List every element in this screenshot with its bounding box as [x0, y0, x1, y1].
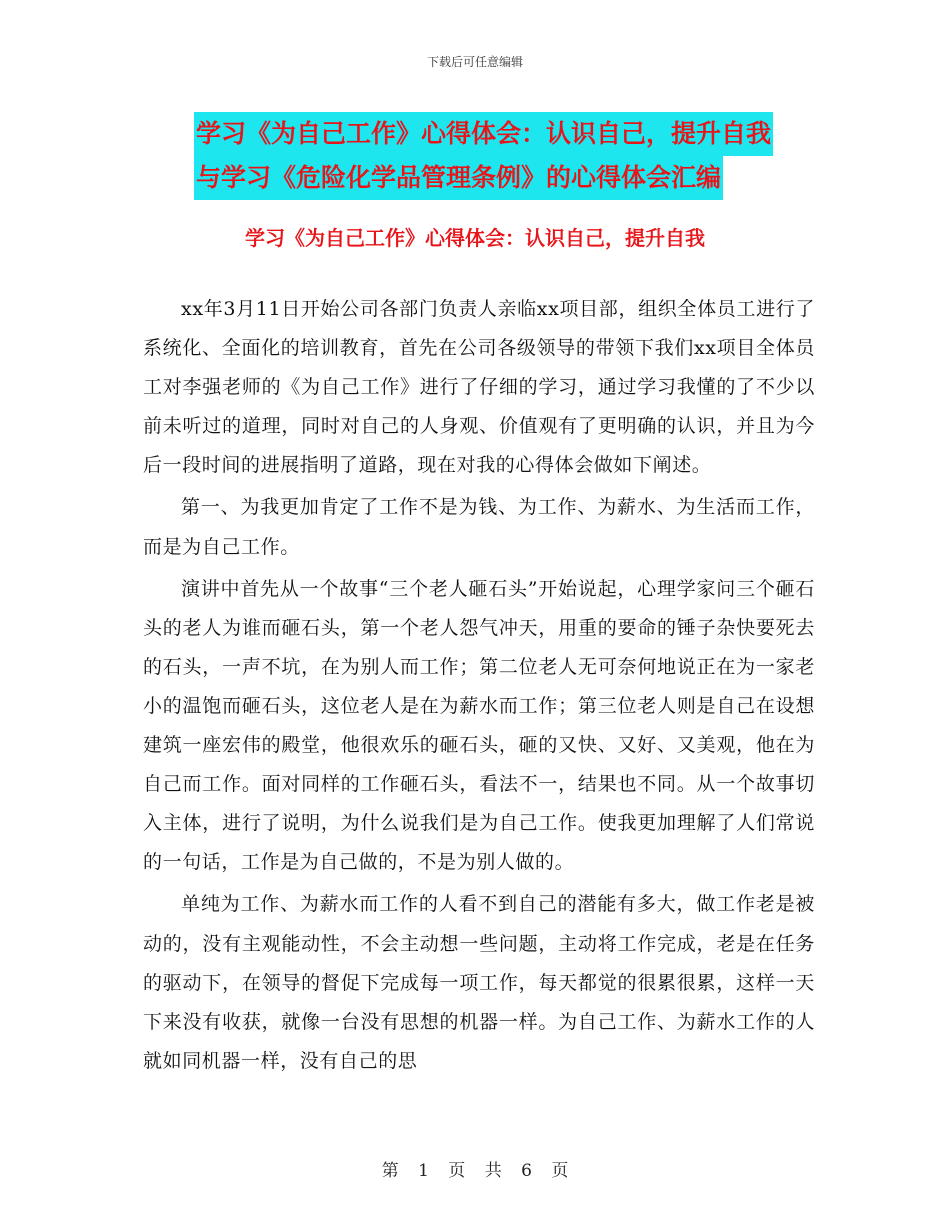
footer-page-unit: 页 — [448, 1161, 466, 1181]
footer-suffix: 页 — [551, 1161, 569, 1181]
document-title — [194, 112, 814, 200]
header-note: 下载后可任意编辑 — [426, 55, 523, 69]
section-title: 学习《为自己工作》心得体会：认识自己，提升自我 — [245, 226, 705, 250]
document-title-line-2: 与学习《危险化学品管理条例》的心得体会汇编 — [194, 156, 723, 200]
footer-prefix: 第 — [381, 1161, 399, 1181]
paragraph: 单纯为工作、为薪水而工作的人看不到自己的潜能有多大，做工作老是被动的，没有主观能动性，不会主动想一些问题，主动将工作完成，老是在任务的驱动下，在领导的督促下完成每一项工作，每天都觉的很累很累，这样一天下来没有收获，就像一台没有思想的机器一样。为自己工作、为薪水工作的人就如同机器一样，没有自己的思 — [143, 893, 815, 1072]
footer-page-number: 1 — [418, 1161, 429, 1181]
footer-total-label: 共 — [484, 1161, 502, 1181]
footer-total-pages: 6 — [521, 1161, 532, 1181]
paragraph: xx年3月11日开始公司各部门负责人亲临xx项目部，组织全体员工进行了系统化、全面化的培训教育，首先在公司各级领导的带领下我们xx项目全体员工对李强老师的《为自己工作》进行了仔细的学习，通过学习我懂的了不少以前未听过的道理，同时对自己的人身观、价值观有了更明确的认识，并且为今后一段时间的进展指明了道路，现在对我的心得体会做如下阐述。 — [143, 298, 815, 477]
paragraph: 第一、为我更加肯定了工作不是为钱、为工作、为薪水、为生活而工作，而是为自己工作。 — [143, 496, 815, 558]
page-footer — [0, 1156, 950, 1181]
paragraph: 演讲中首先从一个故事“三个老人砸石头”开始说起，心理学家问三个砸石头的老人为谁而砸石头，第一个老人怨气冲天，用重的要命的锤子杂快要死去的石头，一声不坑，在为别人而工作；第二位老人无可奈何地说正在为一家老小的温饱而砸石头，这位老人是在为薪水而工作；第三位老人则是自己在设想建筑一座宏伟的殿堂，他很欢乐的砸石头，砸的又快、又好、又美观，他在为自己而工作。面对同样的工作砸石头，看法不一，结果也不同。从一个故事切入主体，进行了说明，为什么说我们是为自己工作。使我更加理解了人们常说的一句话，工作是为自己做的，不是为别人做的。 — [143, 577, 815, 874]
body-text — [143, 290, 815, 1084]
document-title-line-1: 学习《为自己工作》心得体会：认识自己，提升自我 — [194, 112, 773, 156]
